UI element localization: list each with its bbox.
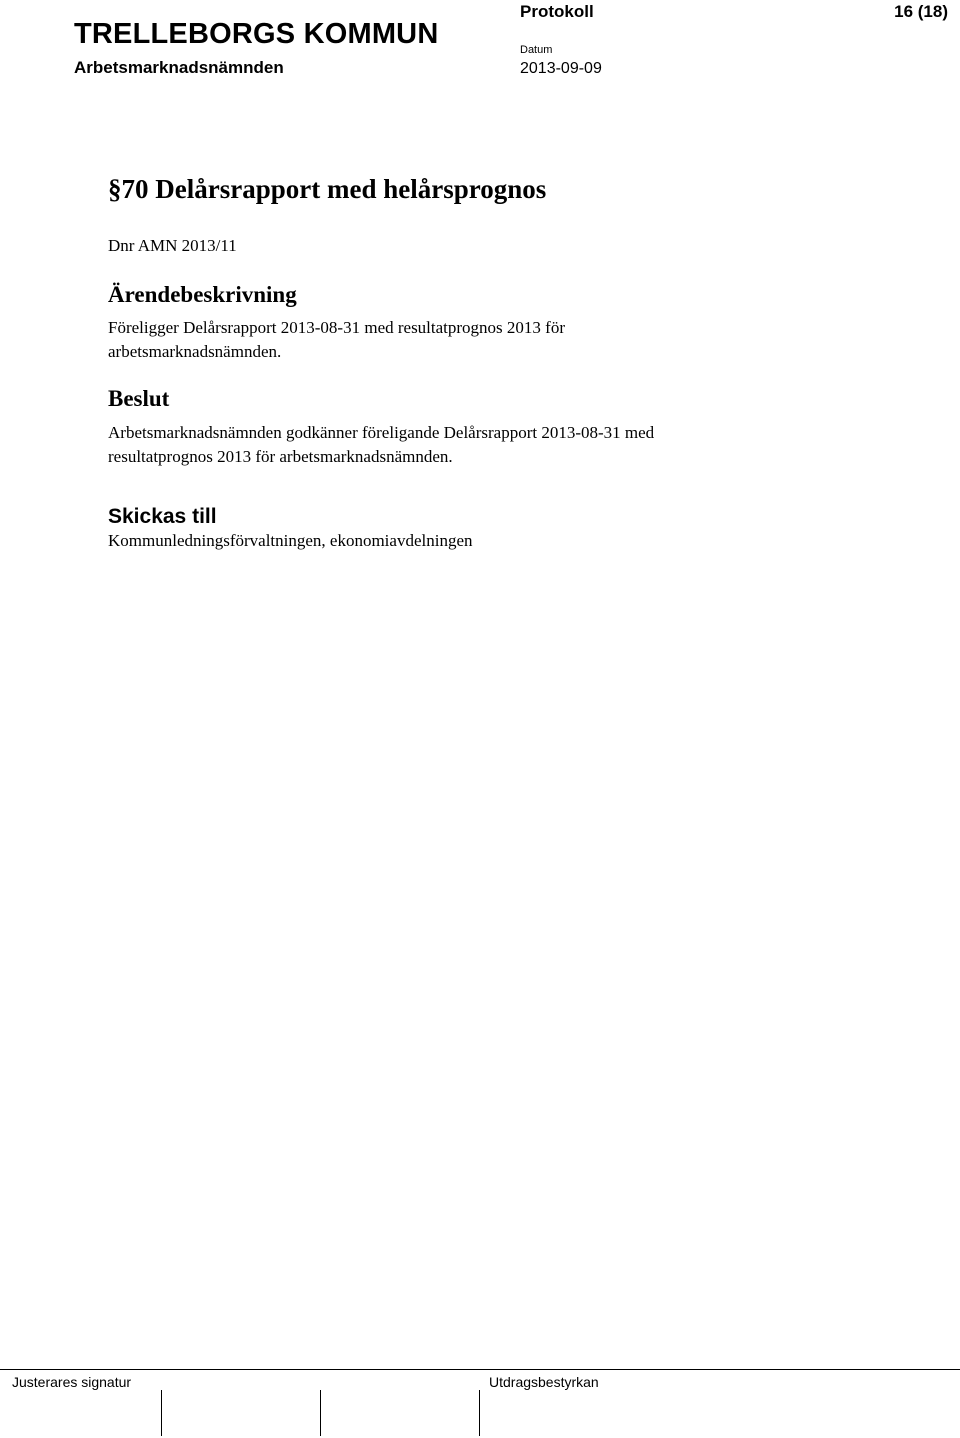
signature-box-divider xyxy=(479,1390,480,1436)
justerares-signatur-label: Justerares signatur xyxy=(12,1374,132,1390)
page-number: 16 (18) xyxy=(894,2,948,21)
footer-divider xyxy=(0,1369,960,1370)
beslut-line: Arbetsmarknadsnämnden godkänner föreligande Delårsrapport 2013-08-31 med xyxy=(108,423,655,442)
skickas-till-heading: Skickas till xyxy=(108,505,217,528)
utdragsbestyrkan-label: Utdragsbestyrkan xyxy=(489,1374,599,1390)
case-number: Dnr AMN 2013/11 xyxy=(108,236,237,255)
arendebeskrivning-line: Föreligger Delårsrapport 2013-08-31 med resultatprognos 2013 för xyxy=(108,318,565,337)
signature-box-divider xyxy=(161,1390,162,1436)
beslut-line: resultatprognos 2013 för arbetsmarknadsnämnden. xyxy=(108,447,453,466)
date-value: 2013-09-09 xyxy=(520,60,602,77)
signature-box-divider xyxy=(320,1390,321,1436)
arendebeskrivning-line: arbetsmarknadsnämnden. xyxy=(108,342,282,361)
arendebeskrivning-text xyxy=(108,316,565,364)
document-type: Protokoll xyxy=(520,2,594,21)
organization-name: TRELLEBORGS KOMMUN xyxy=(74,18,439,50)
beslut-text xyxy=(108,421,654,469)
date-label: Datum xyxy=(520,44,553,56)
beslut-heading: Beslut xyxy=(108,386,170,411)
department-name: Arbetsmarknadsnämnden xyxy=(74,58,284,77)
arendebeskrivning-heading: Ärendebeskrivning xyxy=(108,282,297,307)
skickas-till-recipients: Kommunledningsförvaltningen, ekonomiavdelningen xyxy=(108,531,473,550)
section-title: §70 Delårsrapport med helårsprognos xyxy=(108,174,547,204)
